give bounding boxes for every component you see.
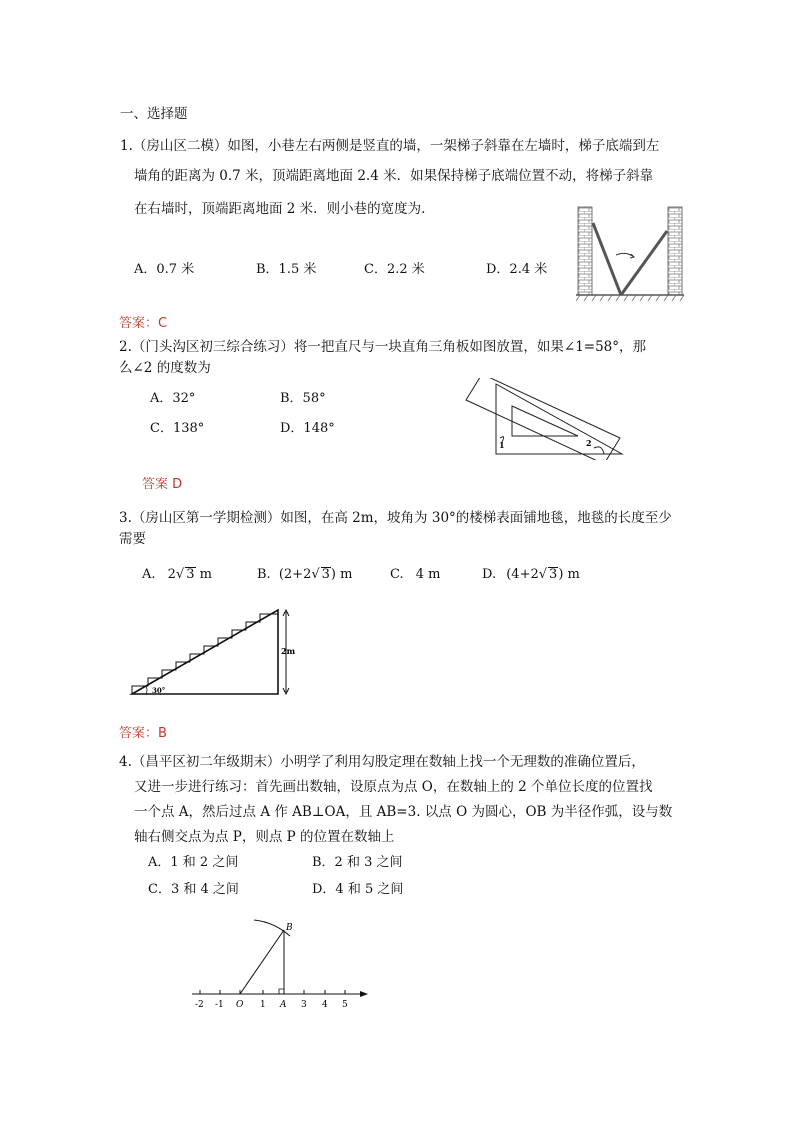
q2-option-b[interactable]: B．58°: [280, 391, 326, 406]
q2-text-line2: 么∠2 的度数为: [119, 360, 211, 376]
ladder-right: [621, 231, 667, 295]
ruler: [466, 378, 620, 460]
q3-option-a-post: m: [195, 567, 212, 582]
q3-text-line1: 3.（房山区第一学期检测）如图，在高 2m，坡角为 30°的楼梯表面铺地毯，地毯的长度至少: [119, 510, 672, 526]
q4-option-d[interactable]: D．4 和 5 之间: [312, 882, 404, 897]
q3-option-b-post: ) m: [330, 567, 353, 582]
q2-answer: 答案 D: [142, 477, 183, 492]
q1-option-d[interactable]: D．2.4 米: [486, 262, 548, 277]
q1-text-line2: 墙角的距离为 0.7 米，顶端距离地面 2.4 米．如果保持梯子底端位置不动，将梯子斜靠: [134, 168, 654, 184]
q3-option-c-letter: C.: [390, 567, 404, 582]
q3-option-b-rad: 3: [321, 567, 330, 582]
ground-hatch: [576, 295, 684, 301]
ladder-left: [593, 223, 621, 295]
q4-number-line-figure: [188, 912, 374, 1012]
q2-option-d[interactable]: D．148°: [280, 421, 335, 436]
tick-label: 4: [322, 1000, 328, 1010]
q4-text-line2: 又进一步进行练习：首先画出数轴，设原点为点 O，在数轴上的 2 个单位长度的位置找: [134, 779, 653, 795]
angle-label: 30°: [152, 686, 166, 695]
sqrt-icon: √: [538, 567, 548, 582]
q1-option-a[interactable]: A．0.7 米: [134, 262, 195, 277]
q3-option-c-pre: 4: [415, 567, 425, 582]
q2-option-a[interactable]: A．32°: [150, 391, 196, 406]
q3-option-a-rad: 3: [186, 567, 195, 582]
q3-option-b-letter: B.: [257, 567, 271, 582]
q4-option-b[interactable]: B．2 和 3 之间: [312, 855, 403, 870]
q3-option-b[interactable]: [257, 567, 352, 582]
q3-option-d-post: ) m: [558, 567, 580, 582]
q1-text-line1: 1.（房山区二模）如图，小巷左右两侧是竖直的墙，一架梯子斜靠在左墙时，梯子底端到左: [120, 138, 660, 154]
tick-label: O: [236, 1000, 244, 1010]
q3-option-b-pre: (2+2: [278, 567, 312, 582]
tick-label: -1: [215, 1000, 224, 1010]
q3-option-a-letter: A.: [142, 567, 156, 582]
slope-triangle: [132, 610, 278, 694]
tick-label: 5: [342, 1000, 348, 1010]
q4-text-line3: 一个点 A，然后过点 A 作 AB⊥OA，且 AB=3. 以点 O 为圆心，OB 为半径作弧，设与数: [134, 804, 673, 820]
section-title: 一、选择题: [120, 106, 188, 122]
q3-answer: 答案：B: [119, 726, 167, 741]
q2-option-c[interactable]: C．138°: [150, 421, 205, 436]
q3-option-d-pre: (4+2: [506, 567, 539, 582]
q2-text-line1: 2.（门头沟区初三综合练习）将一把直尺与一块直角三角板如图放置，如果∠1=58°，那: [119, 339, 647, 355]
point-b-label: B: [286, 923, 293, 933]
q1-ladder-figure: [574, 205, 686, 305]
axis-arrow-icon: [360, 991, 368, 997]
q3-option-c-post: m: [424, 567, 441, 582]
q3-staircase-figure: [128, 606, 304, 698]
angle2-arc: [594, 447, 604, 454]
set-square-inner: [512, 406, 578, 436]
q3-option-d[interactable]: [482, 567, 580, 582]
q2-ruler-triangle-figure: [462, 378, 628, 460]
tick-label: 1: [260, 1000, 266, 1010]
left-wall: [578, 207, 592, 295]
radius-arc: [254, 920, 290, 936]
q1-text-line3: 在右墙时，顶端距离地面 2 米．则小巷的宽度为.: [134, 201, 426, 217]
segment-ob: [240, 930, 284, 994]
q1-answer: 答案：C: [119, 316, 168, 331]
angle1-label: 1: [499, 440, 505, 450]
q1-option-c[interactable]: C．2.2 米: [364, 262, 425, 277]
tick-label: 3: [301, 1000, 307, 1010]
q4-option-c[interactable]: C．3 和 4 之间: [148, 882, 239, 897]
q1-option-b[interactable]: B．1.5 米: [256, 262, 317, 277]
q4-text-line4: 轴右侧交点为点 P，则点 P 的位置在数轴上: [134, 829, 395, 845]
q3-option-a-pre: 2: [167, 567, 176, 582]
angle-arc: [146, 686, 147, 694]
right-angle-mark: [279, 989, 284, 994]
tick-label: A: [280, 1000, 287, 1010]
q3-option-d-letter: D.: [482, 567, 497, 582]
height-label: 2m: [281, 646, 296, 656]
right-wall: [668, 207, 682, 295]
q4-text-line1: 4.（昌平区初二年级期末）小明学了利用勾股定理在数轴上找一个无理数的准确位置后，: [119, 754, 645, 770]
q3-option-d-rad: 3: [549, 567, 558, 582]
tick-label: -2: [195, 1000, 204, 1010]
q3-option-a[interactable]: [142, 567, 212, 582]
angle2-label: 2: [586, 438, 592, 448]
sqrt-icon: √: [311, 567, 320, 582]
q3-text-line2: 需要: [119, 531, 146, 547]
q3-option-c[interactable]: [390, 567, 441, 582]
q4-option-a[interactable]: A．1 和 2 之间: [148, 855, 239, 870]
sqrt-icon: √: [175, 567, 185, 582]
